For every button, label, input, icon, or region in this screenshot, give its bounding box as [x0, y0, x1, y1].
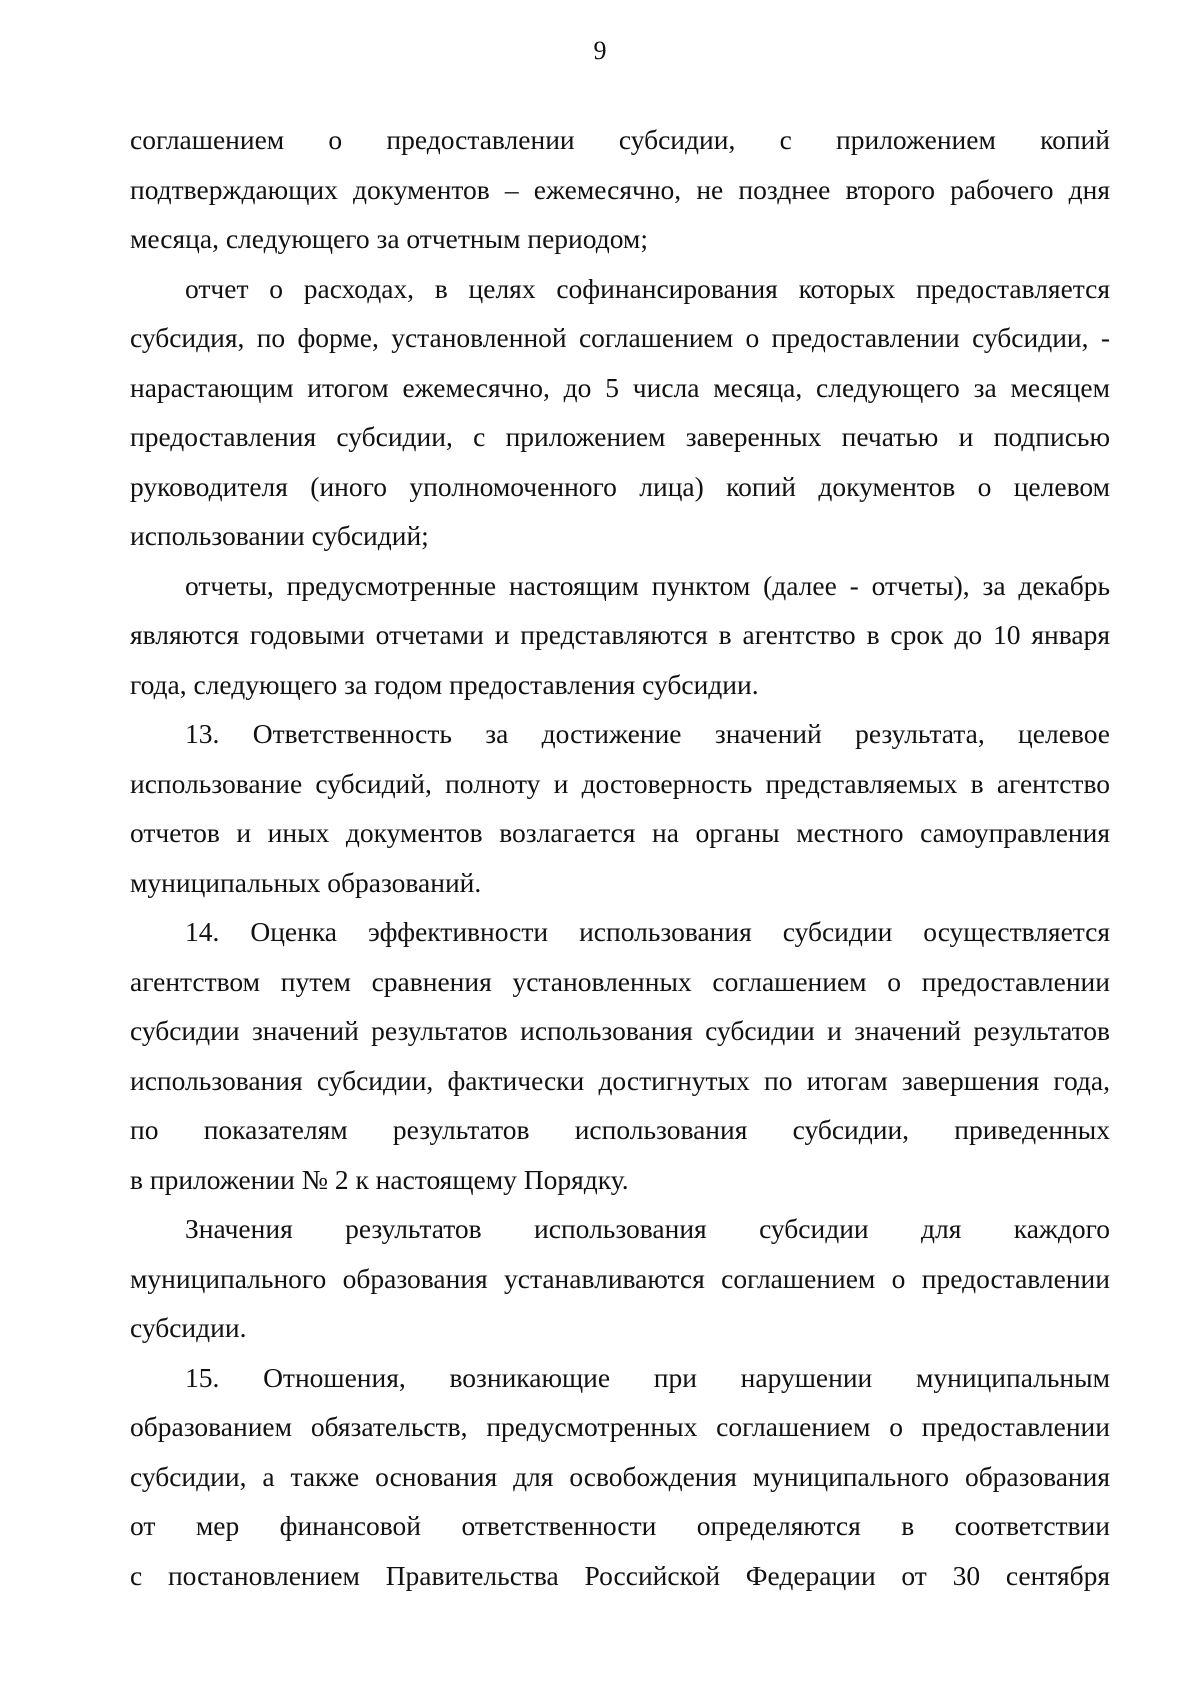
- text-line: года, следующего за годом предоставления субсидии.: [130, 668, 759, 700]
- paragraph-item-15: [130, 1353, 1110, 1601]
- paragraph-result-values: [130, 1204, 1110, 1353]
- text-line: подтверждающих документов – ежемесячно, не позднее второго рабочего дня: [130, 173, 1110, 205]
- text-line: субсидии, а также основания для освобождения муниципального образования: [130, 1460, 1110, 1492]
- text-line: агентством путем сравнения установленных соглашением о предоставлении: [130, 965, 1110, 997]
- text-line: 15. Отношения, возникающие при нарушении муниципальным: [185, 1361, 1110, 1393]
- paragraph-report-agreement: [130, 115, 1110, 264]
- text-line: муниципального образования устанавливаются соглашением о предоставлении: [130, 1262, 1110, 1294]
- text-line: использования субсидии, фактически достигнутых по итогам завершения года,: [130, 1064, 1110, 1096]
- text-line: отчет о расходах, в целях софинансирования которых предоставляется: [185, 272, 1110, 304]
- text-line: субсидия, по форме, установленной соглашением о предоставлении субсидии, -: [130, 322, 1110, 353]
- paragraph-expense-report: [130, 264, 1110, 561]
- text-line: отчеты, предусмотренные настоящим пунктом (далее - отчеты), за декабрь: [185, 569, 1110, 601]
- text-line: субсидии.: [130, 1312, 247, 1343]
- text-line: использование субсидий, полноту и достоверность представляемых в агентство: [130, 767, 1110, 799]
- paragraph-item-14: [130, 907, 1110, 1204]
- document-body: [130, 115, 1110, 1600]
- text-line: соглашением о предоставлении субсидии, с приложением копий: [130, 124, 1110, 155]
- text-line: с постановлением Правительства Российской Федерации от 30 сентября: [130, 1559, 1110, 1591]
- text-line: по показателям результатов использования субсидии, приведенных: [130, 1114, 1110, 1145]
- paragraph-annual-reports: [130, 561, 1110, 710]
- text-line: нарастающим итогом ежемесячно, до 5 числа месяца, следующего за месяцем: [130, 371, 1110, 403]
- text-line: руководителя (иного уполномоченного лица) копий документов о целевом: [130, 470, 1110, 502]
- text-line: являются годовыми отчетами и представляются в агентство в срок до 10 января: [130, 619, 1110, 650]
- text-line: Значения результатов использования субсидии для каждого: [185, 1213, 1110, 1244]
- text-line: муниципальных образований.: [130, 866, 482, 898]
- text-line: предоставления субсидии, с приложением заверенных печатью и подписью: [130, 421, 1110, 452]
- text-line: в приложении № 2 к настоящему Порядку.: [130, 1163, 629, 1195]
- text-line: отчетов и иных документов возлагается на органы местного самоуправления: [130, 817, 1110, 848]
- page-number: 9: [593, 36, 607, 65]
- text-line: месяца, следующего за отчетным периодом;: [130, 223, 648, 254]
- text-line: 14. Оценка эффективности использования субсидии осуществляется: [185, 916, 1110, 947]
- text-line: от мер финансовой ответственности определяются в соответствии: [130, 1510, 1110, 1541]
- paragraph-item-13: [130, 709, 1110, 907]
- text-line: образованием обязательств, предусмотренных соглашением о предоставлении: [130, 1411, 1110, 1442]
- text-line: использовании субсидий;: [130, 520, 429, 551]
- text-line: 13. Ответственность за достижение значений результата, целевое: [185, 718, 1110, 749]
- text-line: субсидии значений результатов использования субсидии и значений результатов: [130, 1015, 1110, 1046]
